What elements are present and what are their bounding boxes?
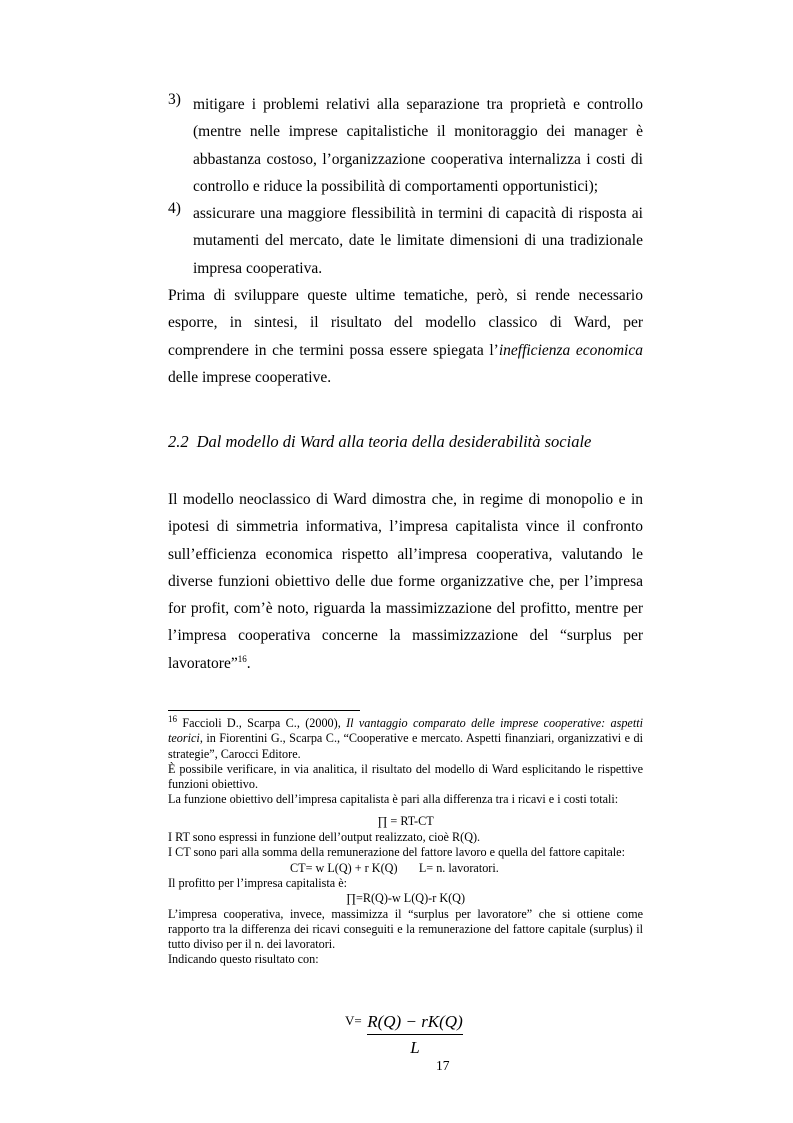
list-number: 3): [168, 91, 181, 108]
footnote-text: Indicando questo risultato con:: [168, 952, 319, 967]
list-text: mitigare i problemi relativi alla separazione tra proprietà e controllo (mentre nelle imprese capitalistiche il monitoraggio dei manager è abbastanza costoso, l’organizzazione cooperativa internalizza i costi di controllo e riduce la possibilità di comportamenti opportunistici);: [193, 96, 643, 195]
formula-v-label: V=: [345, 1013, 362, 1028]
formula-costs: CT= w L(Q) + r K(Q) L= n. lavoratori.: [290, 860, 499, 875]
numbered-list: [168, 91, 643, 391]
fraction-denominator: L: [410, 1038, 420, 1057]
list-number: 4): [168, 200, 181, 218]
formula-profit: ∏ = RT-CT: [377, 813, 434, 828]
footnote-text: Il profitto per l’impresa capitalista è:: [168, 875, 348, 890]
footnote-citation: $^{16}$ Faccioli D., Scarpa C., (2000), Il vantaggio comparato delle imprese cooperative: aspetti teorici, in Fiorentini G., Scarpa C., “Cooperative e mercato. Aspetti finanziari, organizzativi e di strategie”, Carocci Editore.: [168, 713, 644, 761]
section-title: Dal modello di Ward alla teoria della desiderabilità sociale: [196, 432, 592, 451]
footnote-text: I RT sono espressi in funzione dell’output realizzato, cioè R(Q).: [168, 830, 481, 845]
list-text: assicurare una maggiore flessibilità in termini di capacità di risposta ai mutamenti del mercato, date le limitate dimensioni di una tradizionale impresa cooperativa.: [193, 205, 643, 277]
list-item: [168, 91, 643, 200]
formula-fraction: [367, 1012, 463, 1058]
fraction-numerator: R(Q) − rK(Q): [367, 1012, 463, 1031]
footnote-ref[interactable]: 16: [237, 653, 247, 664]
footnote-divider: [168, 710, 360, 711]
section-heading: [168, 432, 591, 452]
footnote-text: I CT sono pari alla somma della remunerazione del fattore lavoro e quella del fattore capitale:: [168, 845, 625, 860]
fraction-bar: [367, 1034, 463, 1035]
footnote-text: È possibile verificare, in via analitica, il risultato del modello di Ward esplicitando le rispettive funzioni obiettivo.: [168, 761, 643, 792]
footnote-marker: 16: [168, 713, 177, 724]
section-number: 2.2: [168, 432, 189, 451]
footnote-text: L’impresa cooperativa, invece, massimizza il “surplus per lavoratore” che si ottiene come rapporto tra la differenza dei ricavi conseguiti e la remunerazione del fattore capitale (surplus) il tutto diviso per il n. dei lavoratori.: [168, 906, 643, 952]
footnote-text: La funzione obiettivo dell’impresa capitalista è pari alla differenza tra i ricavi e i costi totali:: [168, 792, 619, 807]
page-number: 17: [436, 1058, 450, 1073]
footnote: [168, 713, 644, 968]
body-paragraph: [168, 486, 643, 677]
list-item: [168, 200, 643, 282]
paragraph-ward: Il modello neoclassico di Ward dimostra che, in regime di monopolio e in ipotesi di simmetria informativa, l’impresa capitalista vince il confronto sull’efficienza economica rispetto all’impresa cooperativa, valutando le diverse funzioni obiettivo delle due forme organizzative che, per l’impresa for profit, com’è noto, riguarda la massimizzazione del profitto, mentre per l’impresa cooperativa concerne la massimizzazione del “surplus per lavoratore”$^{16}$.: [168, 491, 643, 672]
paragraph-intro: Prima di sviluppare queste ultime tematiche, però, si rende necessario esporre, in sintesi, il risultato del modello classico di Ward, per comprendere in che termini possa essere spiegata l’inefficienza economica delle imprese cooperative.: [168, 287, 643, 386]
italic-term: inefficienza economica: [498, 341, 643, 359]
formula-profit-expanded: ∏=R(Q)-w L(Q)-r K(Q): [345, 891, 466, 906]
